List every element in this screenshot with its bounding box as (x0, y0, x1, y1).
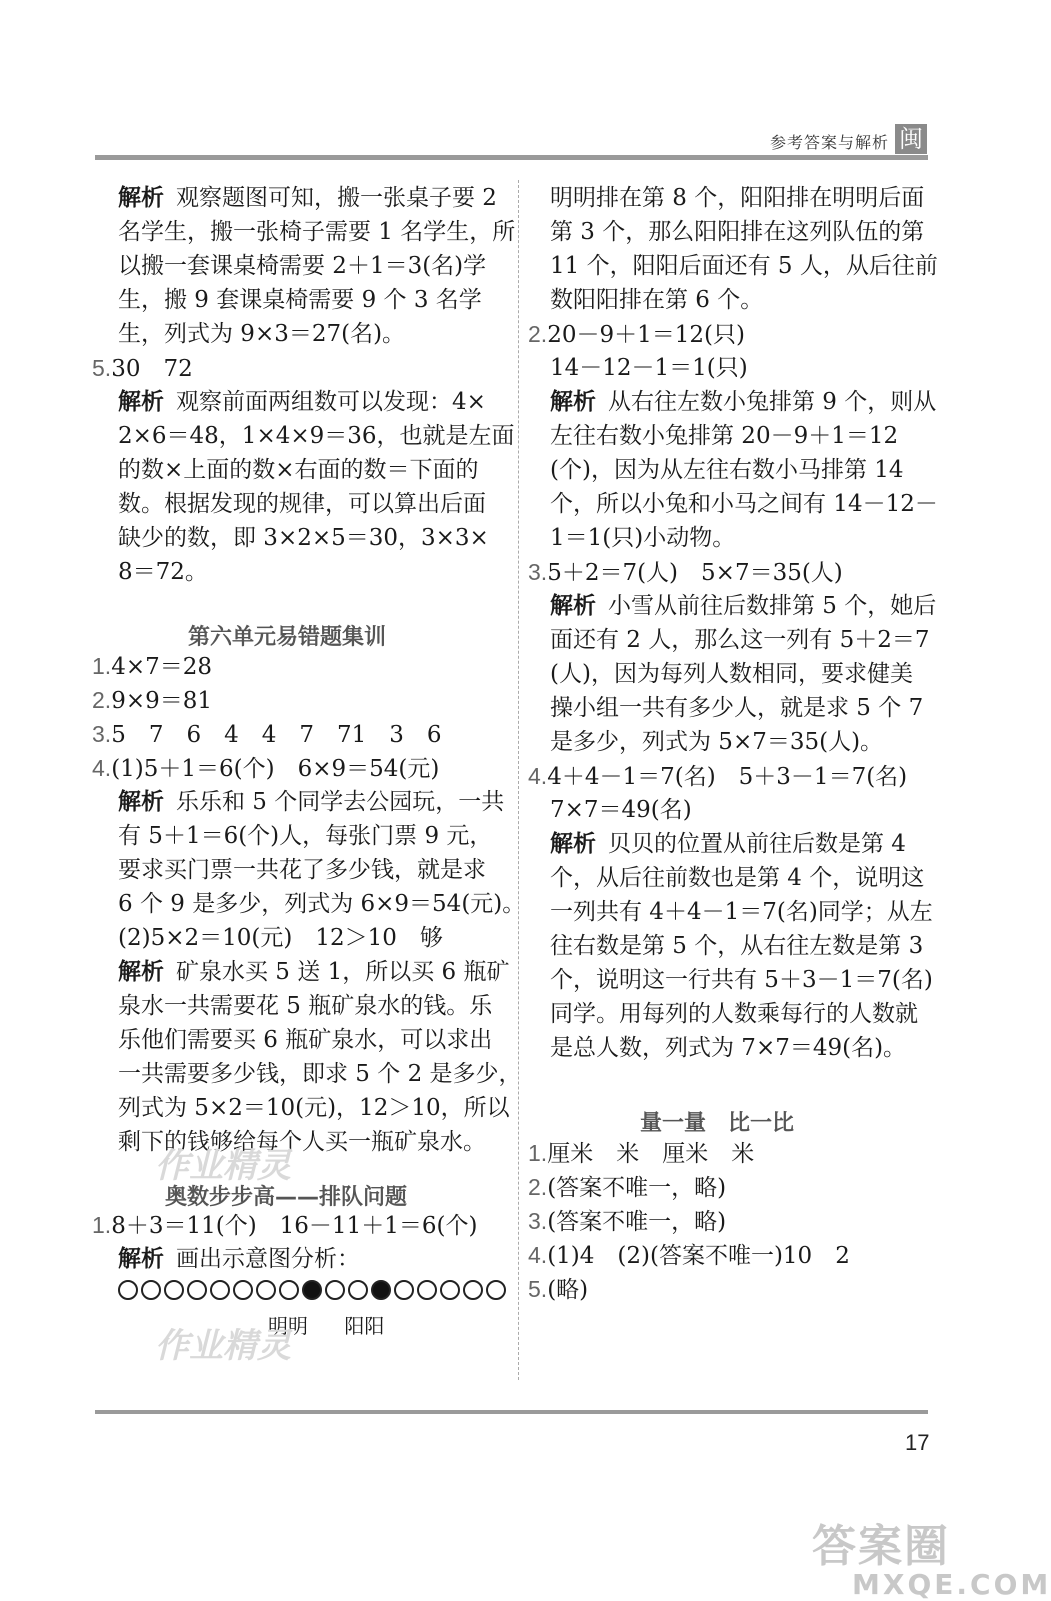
line-text: 剩下的钱够给每个人买一瓶矿泉水。 (118, 1129, 486, 1155)
text-line (118, 787, 504, 817)
section-title-measure: 量一量 比一比 (640, 1111, 795, 1136)
text-line (118, 251, 486, 281)
line-text: 观察前面两组数可以发现：4× (176, 389, 486, 415)
item-number: 5. (528, 1276, 548, 1302)
text-line (118, 1093, 510, 1123)
line-text: 个，从后往前数也是第 4 个，说明这 (550, 865, 925, 891)
text-line (550, 285, 763, 315)
text-line (550, 999, 918, 1029)
text-line (550, 931, 923, 961)
text-line (550, 387, 936, 417)
analysis-label: 解析 (550, 593, 596, 619)
stamp-url: MXQE.COM (852, 1568, 1051, 1601)
line-text: 左往右数小兔排第 20－9＋1＝12 (550, 423, 899, 449)
line-text: 个，所以小兔和小马之间有 14－12－ (550, 491, 938, 517)
text-line (118, 957, 509, 987)
line-text: 名学生，搬一张椅子需要 1 名学生，所 (118, 219, 516, 245)
line-text: (人)，因为每列人数相同，要求健美 (550, 661, 913, 687)
line-text: 4＋4－1＝7(名) 5＋3－1＝7(名) (547, 764, 908, 790)
marker-label-mingming: 明明 (268, 1314, 308, 1338)
item-number: 1. (528, 1140, 548, 1166)
line-text: 乐他们需要买 6 瓶矿泉水，可以求出 (118, 1027, 493, 1053)
line-text: 2×6＝48，1×4×9＝36，也就是左面 (118, 423, 515, 449)
footer-divider (95, 1410, 928, 1414)
analysis-label: 解析 (118, 185, 164, 211)
line-text: 矿泉水买 5 送 1，所以买 6 瓶矿 (176, 959, 510, 985)
text-line (118, 523, 489, 553)
line-text: (个)，因为从左往右数小马排第 14 (550, 457, 904, 483)
text-line (528, 1206, 726, 1237)
line-text: 9×9＝81 (111, 688, 212, 714)
item-number: 4. (92, 755, 112, 781)
line-text: 个，说明这一行共有 5＋3－1＝7(名) (550, 967, 933, 993)
text-line (118, 489, 486, 519)
queue-diagram (118, 1276, 509, 1302)
text-line (92, 353, 193, 384)
line-text: 6 个 9 是多少，列式为 6×9＝54(元)。 (118, 891, 526, 917)
line-text: 以搬一套课桌椅需要 2＋1＝3(名)学 (118, 253, 487, 279)
text-line (550, 217, 924, 247)
analysis-label: 解析 (550, 831, 596, 857)
text-line (118, 1025, 492, 1055)
column-divider (518, 180, 519, 1380)
text-line (118, 387, 486, 417)
line-text: 8＋3＝11(个) 16－11＋1＝6(个) (111, 1213, 478, 1239)
line-text: 7×7＝49(名) (550, 797, 692, 823)
item-number: 1. (92, 1212, 112, 1238)
text-line (118, 821, 492, 851)
line-text: 数阳阳排在第 6 个。 (550, 287, 764, 313)
text-line (550, 591, 936, 621)
text-line (118, 923, 443, 953)
line-text: 数。根据发现的规律，可以算出后面 (118, 491, 486, 517)
line-text: (答案不唯一，略) (547, 1175, 727, 1201)
line-text: 第 3 个，那么阳阳排在这列队伍的第 (550, 219, 925, 245)
line-text: 4×7＝28 (111, 654, 212, 680)
item-number: 2. (92, 687, 112, 713)
item-number: 1. (92, 653, 112, 679)
text-line (550, 183, 924, 213)
line-text: 观察题图可知，搬一张桌子要 2 (176, 185, 497, 211)
line-text: (答案不唯一，略) (547, 1209, 727, 1235)
text-line (528, 1138, 754, 1169)
text-line (118, 991, 492, 1021)
line-text: 5＋2＝7(人) 5×7＝35(人) (547, 560, 843, 586)
line-text: 30 72 (111, 356, 193, 382)
line-text: 小雪从前往后数排第 5 个，她后 (608, 593, 937, 619)
text-line (118, 889, 525, 919)
line-text: (略) (547, 1277, 589, 1303)
line-text: 缺少的数，即 3×2×5＝30，3×3× (118, 525, 489, 551)
line-text: 1＝1(只)小动物。 (550, 525, 736, 551)
line-text: 往右数是第 5 个，从右往左数是第 3 (550, 933, 924, 959)
line-text: 操小组一共有多少人，就是求 5 个 7 (550, 695, 924, 721)
analysis-label: 解析 (118, 1246, 164, 1272)
text-line (118, 421, 515, 451)
watermark: 作业精灵 (155, 1146, 291, 1186)
item-number: 2. (528, 321, 548, 347)
marker-label-yangyang: 阳阳 (344, 1314, 385, 1338)
line-text: 生，列式为 9×3＝27(名)。 (118, 321, 406, 347)
text-line (528, 1172, 726, 1203)
text-line (92, 685, 212, 716)
text-line (550, 863, 924, 893)
text-line (550, 489, 938, 519)
line-text: 要求买门票一共花了多少钱，就是求 (118, 857, 486, 883)
text-line (118, 1059, 522, 1089)
text-line (550, 829, 906, 859)
text-line (118, 217, 515, 247)
line-text: 一列共有 4＋4－1＝7(名)同学；从左 (550, 899, 933, 925)
text-line (118, 285, 482, 315)
item-number: 3. (92, 721, 112, 747)
text-line (92, 1210, 477, 1241)
item-number: 3. (528, 559, 548, 585)
text-line (118, 319, 405, 349)
line-text: 同学。用每列的人数乘每行的人数就 (550, 1001, 918, 1027)
text-line (92, 651, 212, 682)
text-line (550, 727, 883, 757)
text-line (550, 659, 913, 689)
line-text: 泉水一共需要花 5 瓶矿泉水的钱。乐 (118, 993, 493, 1019)
text-line (550, 625, 929, 655)
line-text: (2)5×2＝10(元) 12＞10 够 (118, 925, 443, 951)
line-text: 一共需要多少钱，即求 5 个 2 是多少， (118, 1061, 522, 1087)
header-divider (95, 155, 928, 160)
text-line (550, 421, 898, 451)
watermark-2: 作业精灵 (155, 1326, 291, 1366)
text-line (528, 761, 907, 792)
line-text: 面还有 2 人，那么这一列有 5＋2＝7 (550, 627, 930, 653)
item-number: 4. (528, 763, 548, 789)
line-text: 从右往左数小兔排第 9 个，则从 (608, 389, 937, 415)
line-text: (1)4 (2)(答案不唯一)10 2 (547, 1243, 850, 1269)
line-text: 5 7 6 4 4 7 71 3 6 (111, 722, 442, 748)
text-line (550, 795, 692, 825)
analysis-label: 解析 (118, 789, 164, 815)
text-line (550, 455, 904, 485)
item-number: 3. (528, 1208, 548, 1234)
line-text: 列式为 5×2＝10(元)，12＞10，所以 (118, 1095, 510, 1121)
section-title-unit6: 第六单元易错题集训 (188, 625, 387, 650)
item-number: 2. (528, 1174, 548, 1200)
item-number: 5. (92, 355, 112, 381)
item-number: 4. (528, 1242, 548, 1268)
text-line (528, 557, 843, 588)
text-line (528, 1240, 850, 1271)
line-text: 画出示意图分析： (176, 1246, 360, 1272)
line-text: 乐乐和 5 个同学去公园玩，一共 (176, 789, 505, 815)
text-line (550, 251, 938, 281)
region-badge: 闽 (895, 124, 927, 154)
text-line (118, 557, 208, 587)
analysis-label: 解析 (118, 389, 164, 415)
line-text: 8＝72。 (118, 559, 208, 585)
text-line (550, 1033, 906, 1063)
text-line (528, 319, 745, 350)
line-text: 是总人数，列式为 7×7＝49(名)。 (550, 1035, 907, 1061)
line-text: 20－9＋1＝12(只) (547, 322, 745, 348)
text-line (550, 965, 933, 995)
analysis-label: 解析 (550, 389, 596, 415)
text-line (528, 1274, 588, 1305)
line-text: 贝贝的位置从前往后数是第 4 (608, 831, 906, 857)
site-stamp (812, 1510, 1051, 1601)
text-line (550, 693, 923, 723)
mingming-marker (302, 1280, 322, 1300)
yangyang-marker (371, 1280, 391, 1300)
text-line (92, 719, 442, 750)
line-text: 生，搬 9 套课桌椅需要 9 个 3 名学 (118, 287, 482, 313)
text-line (92, 753, 439, 784)
line-text: 11 个，阳阳后面还有 5 人，从后往前 (550, 253, 938, 279)
analysis-label: 解析 (118, 959, 164, 985)
line-text: 的数×上面的数×右面的数＝下面的 (118, 457, 479, 483)
text-line (118, 1244, 360, 1274)
header-label: 参考答案与解析 (770, 133, 890, 152)
stamp-text: 答案圈 (812, 1521, 950, 1572)
text-line (118, 455, 479, 485)
line-text: 有 5＋1＝6(个)人，每张门票 9 元， (118, 823, 493, 849)
line-text: 14－12－1＝1(只) (550, 355, 748, 381)
line-text: (1)5＋1＝6(个) 6×9＝54(元) (111, 756, 440, 782)
text-line (118, 183, 497, 213)
section-title-olympiad: 奥数步步高——排队问题 (165, 1185, 408, 1210)
text-line (550, 523, 735, 553)
line-text: 是多少，列式为 5×7＝35(人)。 (550, 729, 884, 755)
text-line (550, 353, 748, 383)
page-number: 17 (905, 1430, 930, 1455)
line-text: 厘米 米 厘米 米 (547, 1141, 755, 1167)
line-text: 明明排在第 8 个，阳阳排在明明后面 (550, 185, 925, 211)
text-line (118, 855, 486, 885)
text-line (550, 897, 933, 927)
